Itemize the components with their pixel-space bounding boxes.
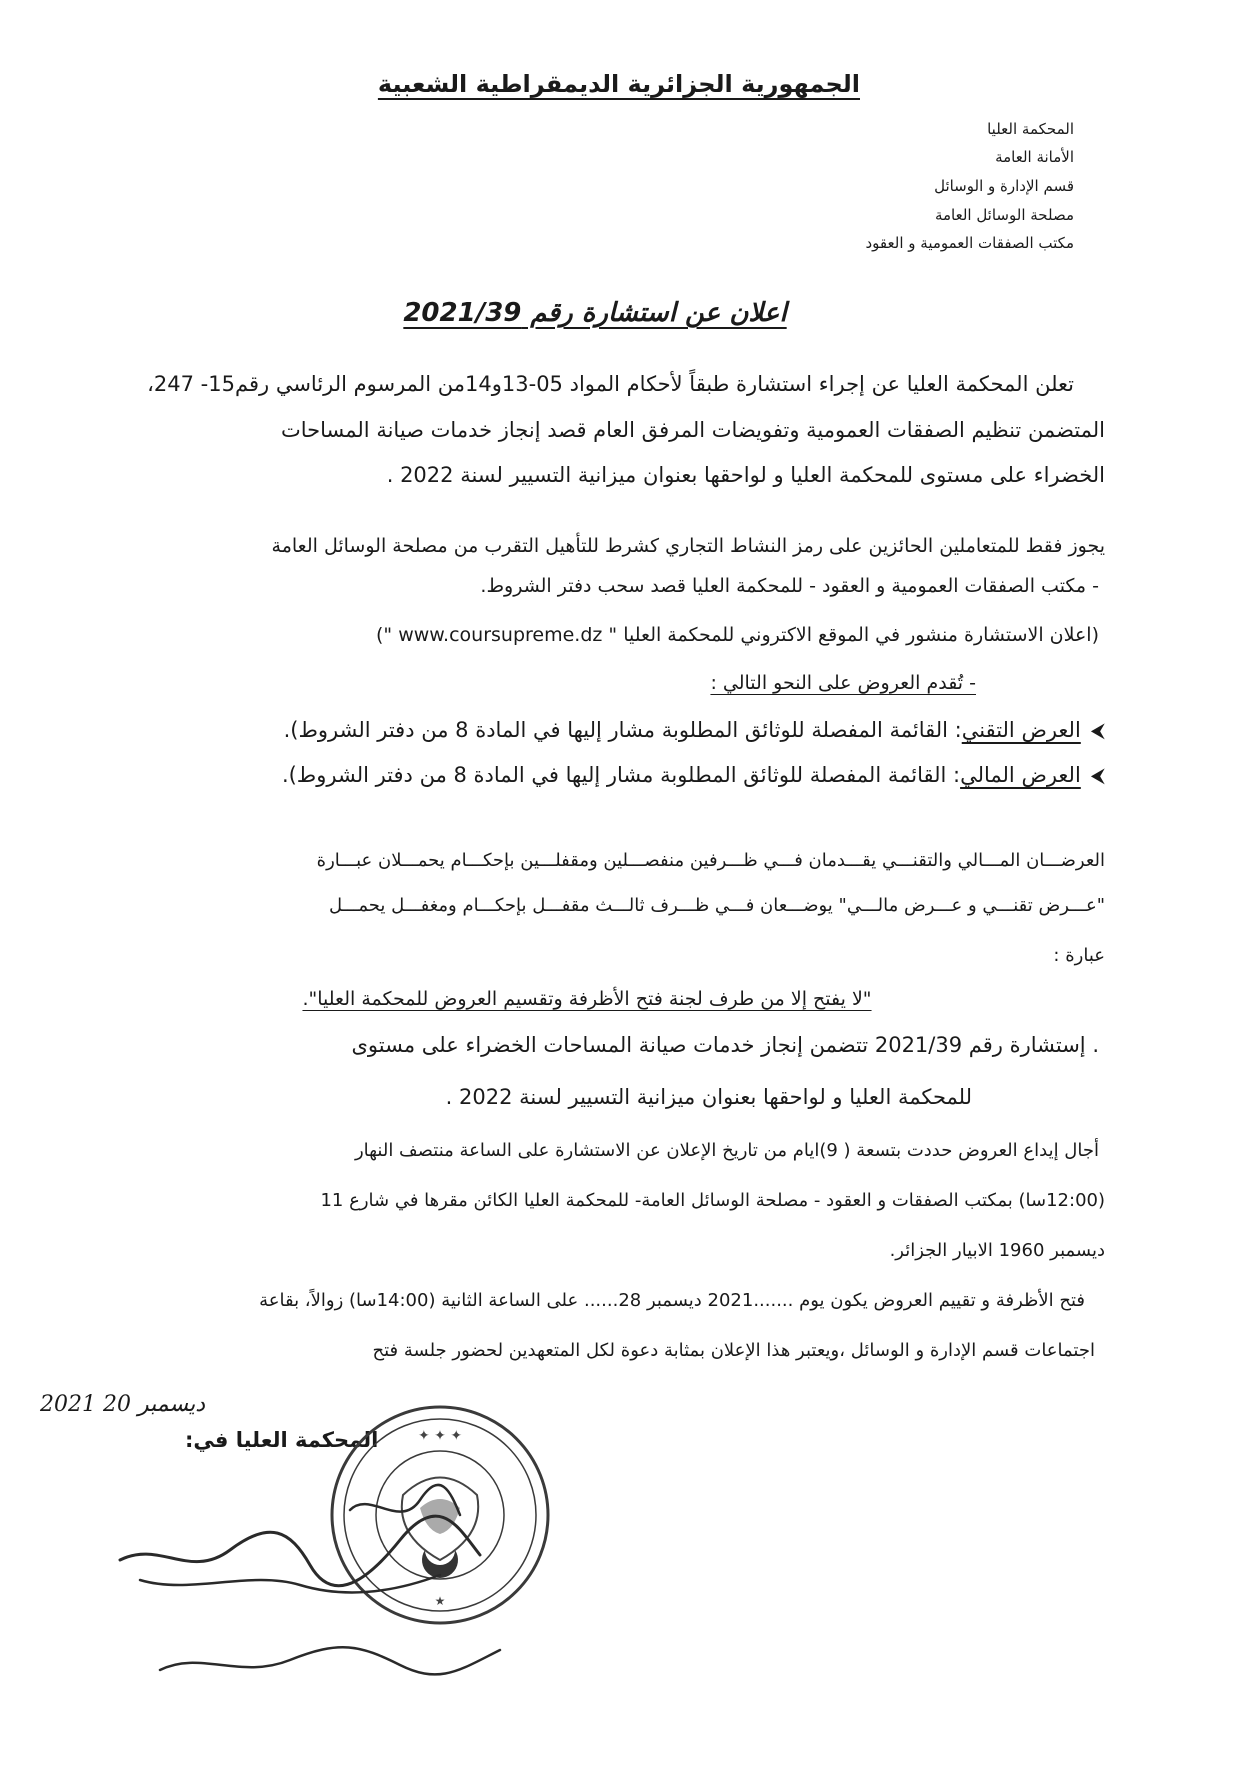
offers-intro [710,672,976,694]
envelope-quote-text: "لا يفتح إلا من طرف لجنة فتح الأظرفة وتقسيم العروض للمحكمة العليا". [302,988,872,1010]
org-line-secretariat: الأمانة العامة [995,148,1074,166]
website-notice: (اعلان الاستشارة منشور في الموقع الاكتروني للمحكمة العليا " www.coursupreme.dz ") [375,624,1099,646]
opening-line-2: اجتماعات قسم الإدارة و الوسائل ،ويعتبر هذا الإعلان بمثابة دعوة لكل المتعهدين لحضور جلسة فتح [372,1340,1095,1361]
envelope-line-1: العرضـــان المـــالي والتقنـــي يقـــدمان فـــي ظـــرفين منفصـــلين ومقفلـــين بإحكـــام يحمـــلان عبـــارة [316,850,1105,871]
deadline-line-2: (12:00سا) بمكتب الصفقات و العقود - مصلحة الوسائل العامة- للمحكمة العليا الكائن مقرها في شارع 11 [320,1190,1105,1211]
eligibility-line-2: - مكتب الصفقات العمومية و العقود - للمحكمة العليا قصد سحب دفتر الشروط. [480,575,1099,597]
opening-line-1: فتح الأظرفة و تقييم العروض يكون يوم .......2021 ديسمبر 28...... على الساعة الثانية (14:00سا) زوالاً، بقاعة [259,1290,1085,1311]
envelope-line-3: عبارة : [1053,945,1105,966]
deadline-line-3: ديسمبر 1960 الابيار الجزائر. [889,1240,1105,1261]
svg-text:★: ★ [434,1594,446,1608]
announcement-title: اعلان عن استشارة رقم 2021/39 [403,298,787,328]
svg-text:✦ ✦ ✦: ✦ ✦ ✦ [417,1428,463,1444]
bullet-arrow-icon: ⮜ [1090,718,1105,742]
envelope-line-2: "عـــرض تقنـــي و عـــرض مالـــي" يوضـــعان فـــي ظـــرف ثالـــث مقفـــل بإحكـــام ومغفـــل يحمـــل [328,895,1105,916]
offer-technical-label: العرض التقني [961,718,1081,742]
offer-financial: ⮜العرض المالي: القائمة المفصلة للوثائق المطلوبة مشار إليها في المادة 8 من دفتر الشروط). [281,763,1105,787]
offers-intro-text: - تُقدم العروض على النحو التالي : [710,672,976,694]
consultation-line-1: . إستشارة رقم 2021/39 تتضمن إنجاز خدمات صيانة المساحات الخضراء على مستوى [351,1033,1099,1057]
offer-technical-text: القائمة المفصلة للوثائق المطلوبة مشار إليها في المادة 8 من دفتر الشروط). [283,718,955,742]
eligibility-line-1: يجوز فقط للمتعاملين الحائزين على رمز النشاط التجاري كشرط للتأهيل التقرب من مصلحة الوسائل العامة [271,535,1105,557]
envelope-quote [242,988,932,1010]
republic-header: الجمهورية الجزائرية الديمقراطية الشعبية [377,70,860,98]
consultation-line-2: للمحكمة العليا و لواحقها بعنوان ميزانية التسيير لسنة 2022 . [445,1085,972,1109]
intro-line-1: تعلن المحكمة العليا عن إجراء استشارة طبقاً لأحكام المواد 05-13و14من المرسوم الرئاسي رقم15- 247، [147,372,1074,396]
org-line-office: مكتب الصفقات العمومية و العقود [865,234,1074,252]
org-line-court: المحكمة العليا [987,120,1074,138]
offer-financial-text: القائمة المفصلة للوثائق المطلوبة مشار إليها في المادة 8 من دفتر الشروط). [281,763,954,787]
handwritten-signature-icon [100,1470,560,1700]
deadline-line-1: أجال إيداع العروض حددت بتسعة ( 9)ايام من تاريخ الإعلان عن الاستشارة على الساعة منتصف النهار [354,1140,1099,1161]
signature-date: 2021 ديسمبر 20 [40,1392,206,1417]
offer-technical: ⮜العرض التقني: القائمة المفصلة للوثائق المطلوبة مشار إليها في المادة 8 من دفتر الشروط). [283,718,1105,742]
signature-block [0,1380,620,1775]
offer-financial-label: العرض المالي [960,763,1081,787]
org-line-service: مصلحة الوسائل العامة [934,206,1074,224]
signature-place: المحكمة العليا في: [185,1428,379,1452]
intro-line-2: المتضمن تنظيم الصفقات العمومية وتفويضات المرفق العام قصد إنجاز خدمات صيانة المساحات [280,418,1105,442]
intro-line-3: الخضراء على مستوى للمحكمة العليا و لواحقها بعنوان ميزانية التسيير لسنة 2022 . [386,463,1105,487]
bullet-arrow-icon: ⮜ [1090,763,1105,787]
org-line-department: قسم الإدارة و الوسائل [934,177,1074,195]
